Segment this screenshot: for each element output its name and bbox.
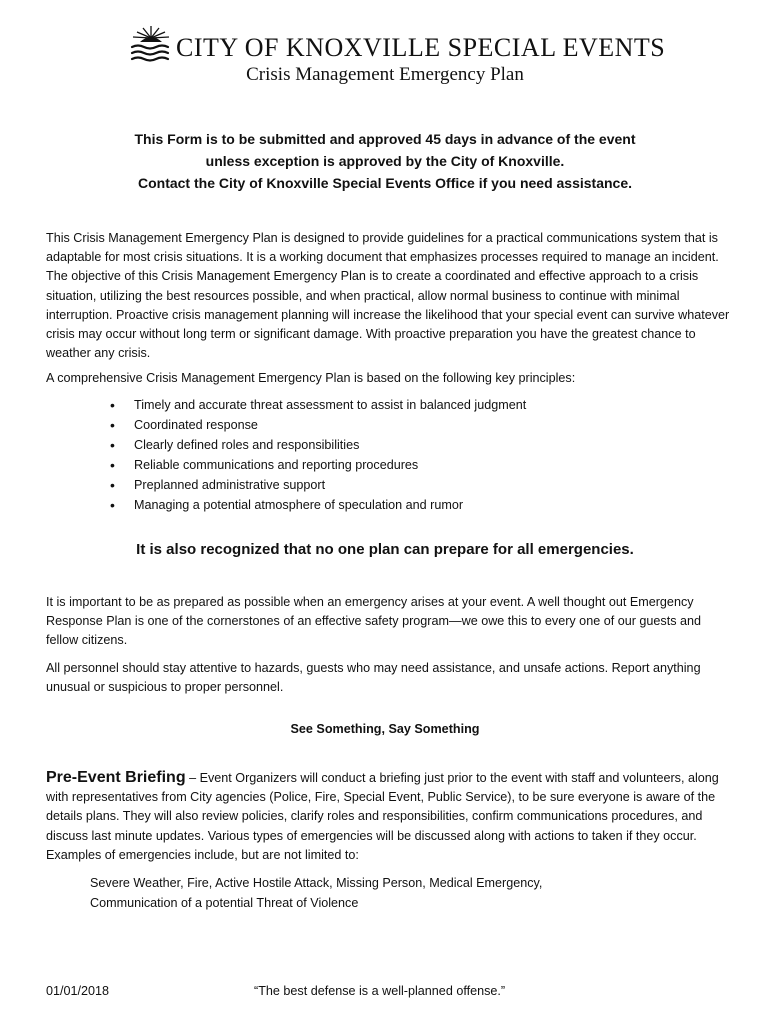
- document-title: Crisis Management Emergency Plan: [246, 64, 524, 85]
- footer-quote: “The best defense is a well-planned offense.”: [254, 984, 506, 998]
- list-item: • Reliable communications and reporting procedures: [134, 455, 734, 475]
- briefing-heading: Pre-Event Briefing: [46, 769, 186, 786]
- intro-paragraph: This Crisis Management Emergency Plan is designed to provide guidelines for a practical communications system that is adaptable for most crisis situations. It is a working document that emphasizes processes required to manage an incident. The objective of this Crisis Management Emergency Plan is to create a coordinated and effective approach to a crisis situation, utilizing the best resources possible, and when practical, allow normal business to continue with minimal interruption. Proactive crisis management planning will increase the likelihood that your special event can survive whatever crisis may occur without long term or significant damage. With proactive preparation you have the greatest chance to weather any crisis.: [46, 231, 730, 361]
- principles-list: [90, 395, 734, 515]
- preparedness-paragraph: It is important to be as prepared as possible when an emergency arises at your event. A well thought out Emergency Response Plan is one of the cornerstones of an effective safety program—we owe this to every one of our guests and fellow citizens.: [46, 595, 702, 648]
- list-item: • Timely and accurate threat assessment to assist in balanced judgment: [134, 395, 734, 415]
- principles-intro: A comprehensive Crisis Management Emergency Plan is based on the following key principles:: [46, 371, 576, 385]
- list-item: • Preplanned administrative support: [134, 475, 734, 495]
- notice-line-3: Contact the City of Knoxville Special Events Office if you need assistance.: [137, 175, 633, 191]
- personnel-paragraph: All personnel should stay attentive to hazards, guests who may need assistance, and unsafe actions. Report anything unusual or suspicious to proper personnel.: [46, 661, 701, 695]
- list-item: • Clearly defined roles and responsibilities: [134, 435, 734, 455]
- submission-notice: [0, 128, 770, 194]
- notice-line-2: unless exception is approved by the City of Knoxville.: [205, 153, 565, 169]
- notice-line-1: This Form is to be submitted and approved 45 days in advance of the event: [134, 131, 636, 147]
- footer-date: 01/01/2018: [46, 984, 110, 998]
- examples-line-2: Communication of a potential Threat of Violence: [90, 895, 359, 910]
- emergency-examples: [90, 874, 690, 913]
- header-logo: [128, 24, 665, 64]
- briefing-paragraph: [46, 768, 736, 865]
- briefing-text: – Event Organizers will conduct a briefing just prior to the event with staff and volunteers, along with representatives from City agencies (Police, Fire, Special Event, Public Service), to be sure everyone is aware of the details plans. They will also review policies, clarify roles and responsibilities, confirm communications procedures, and discuss last minute updates. Various types of emergencies will be discussed along with actions to taken if they occur. Examples of emergencies include, but are not limited to:: [46, 771, 719, 862]
- recognition-statement: It is also recognized that no one plan can prepare for all emergencies.: [136, 541, 634, 558]
- slogan: See Something, Say Something: [290, 722, 480, 736]
- sun-waves-logo-icon: [128, 24, 174, 64]
- logo-text: CITY OF KNOXVILLE SPECIAL EVENTS: [176, 33, 666, 62]
- list-item: • Managing a potential atmosphere of speculation and rumor: [134, 495, 734, 515]
- list-item: • Coordinated response: [134, 415, 734, 435]
- examples-line-1: Severe Weather, Fire, Active Hostile Attack, Missing Person, Medical Emergency,: [90, 876, 543, 890]
